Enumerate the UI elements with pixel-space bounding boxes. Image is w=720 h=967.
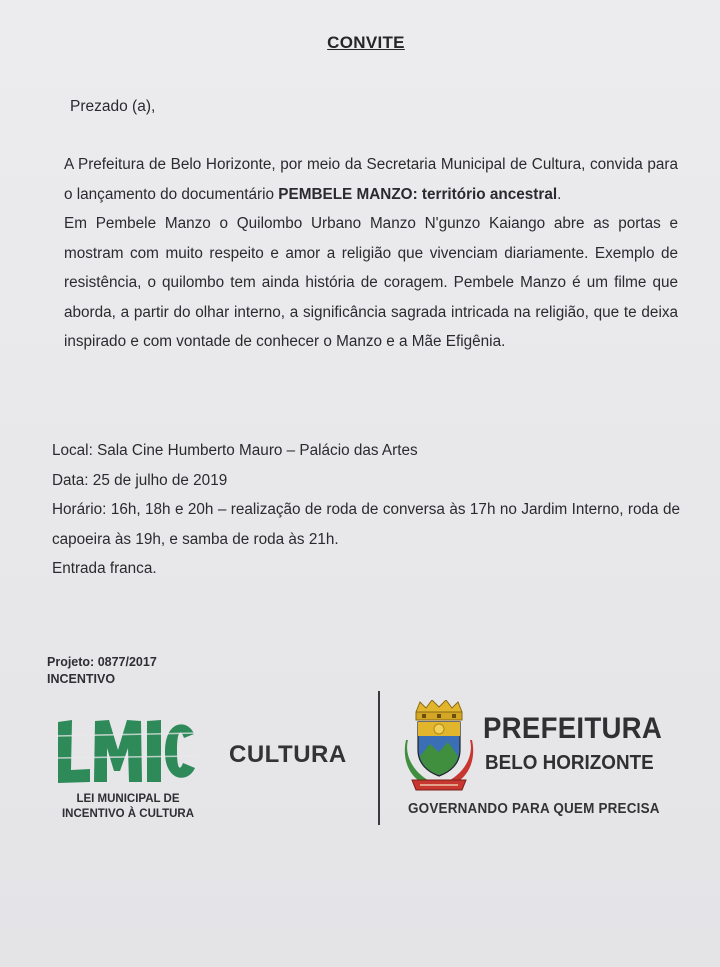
prefeitura-title: PREFEITURA bbox=[483, 712, 663, 745]
event-entry: Entrada franca. bbox=[52, 560, 157, 578]
event-local: Local: Sala Cine Humberto Mauro – Palácio das Artes bbox=[52, 442, 418, 459]
intro-text: A Prefeitura de Belo Horizonte, por meio da Secretaria Municipal de Cultura, convida para o lançamento do documentário bbox=[64, 156, 678, 203]
project-info bbox=[47, 654, 157, 688]
event-date: Data: 25 de julho de 2019 bbox=[52, 471, 228, 489]
logo-divider bbox=[378, 691, 380, 825]
intro-end: . bbox=[557, 185, 562, 203]
event-schedule: Horário: 16h, 18h e 20h – realização de roda de conversa às 17h no Jardim Interno, roda de capoeira às 19h, e samba de roda às 21h. bbox=[52, 501, 680, 548]
intro-paragraph bbox=[64, 150, 678, 209]
lmic-caption-line2: INCENTIVO À CULTURA bbox=[61, 808, 195, 820]
incentive-label: INCENTIVO bbox=[47, 672, 116, 686]
salutation: Prezado (a), bbox=[70, 98, 156, 115]
lmic-caption bbox=[48, 792, 208, 822]
cultura-label: CULTURA bbox=[229, 741, 347, 768]
lmic-logo-icon bbox=[56, 716, 198, 791]
documentary-title: PEMBELE MANZO: território ancestral bbox=[278, 185, 558, 203]
event-details bbox=[52, 436, 680, 584]
slogan: GOVERNANDO PARA QUEM PRECISA bbox=[408, 801, 660, 817]
lmic-caption-line1: LEI MUNICIPAL DE bbox=[76, 793, 180, 805]
body-text bbox=[64, 150, 678, 357]
document-title: CONVITE bbox=[327, 33, 405, 52]
belo-horizonte-crest-icon bbox=[404, 700, 474, 797]
description-paragraph: Em Pembele Manzo o Quilombo Urbano Manzo N'gunzo Kaiango abre as portas e mostram com muito respeito e amor a religião que vivenciam diariamente. Exemplo de resistência, o quilombo tem ainda história de coragem. Pembele Manzo é um filme que aborda, a partir do olhar interno, a significância sagrada intricada na religião, que te deixa inspirado e com vontade de conhecer o Manzo e a Mãe Efigênia. bbox=[64, 215, 678, 350]
city-name: BELO HORIZONTE bbox=[485, 751, 654, 774]
project-number: Projeto: 0877/2017 bbox=[47, 655, 157, 669]
